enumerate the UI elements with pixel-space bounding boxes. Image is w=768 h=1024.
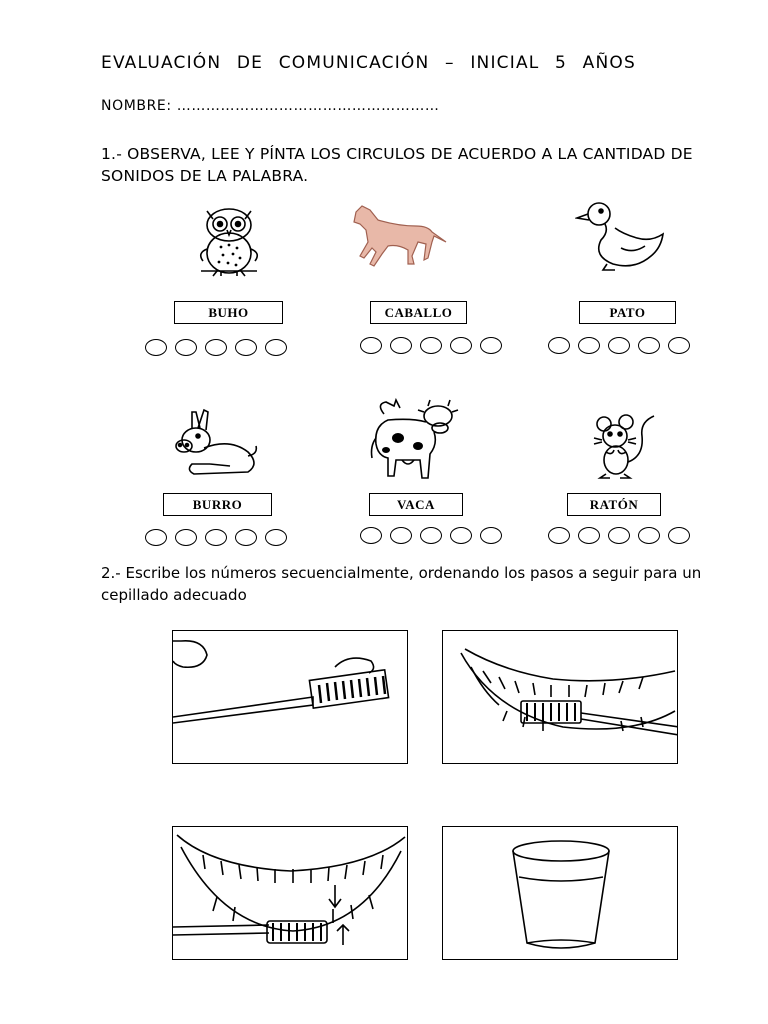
sound-circle[interactable] (390, 527, 412, 544)
sound-circle[interactable] (420, 527, 442, 544)
sound-circle[interactable] (480, 337, 502, 354)
sound-circle[interactable] (578, 527, 600, 544)
sound-circle[interactable] (548, 337, 570, 354)
sound-circle[interactable] (638, 527, 660, 544)
step-panel-toothpaste (172, 630, 408, 764)
sound-circles-pato (548, 337, 690, 354)
sound-circle[interactable] (205, 529, 227, 546)
sound-circles-raton (548, 527, 690, 544)
sound-circle[interactable] (235, 529, 257, 546)
donkey-drawing (170, 408, 260, 480)
question-1-instructions: 1.- OBSERVA, LEE Y PÍNTA LOS CIRCULOS DE ACUERDO A LA CANTIDAD DE SONIDOS DE LA PALABRA. (101, 145, 693, 185)
step-panel-water-glass (442, 826, 678, 960)
word-box-raton: RATÓN (567, 493, 661, 516)
toothbrush-paste-drawing (173, 631, 408, 764)
word-box-vaca: VACA (369, 493, 463, 516)
cow-drawing (368, 398, 462, 482)
horse-drawing (348, 202, 448, 272)
page-title: EVALUACIÓN DE COMUNICACIÓN – INICIAL 5 AÑOS (101, 53, 636, 73)
sound-circle[interactable] (360, 527, 382, 544)
word-box-pato: PATO (579, 301, 676, 324)
word-box-burro: BURRO (163, 493, 272, 516)
sound-circle[interactable] (420, 337, 442, 354)
question-2-instructions: 2.- Escribe los números secuencialmente, ordenando los pasos a seguir para un cepillado adecuado (101, 564, 702, 604)
sound-circle[interactable] (265, 339, 287, 356)
sound-circle[interactable] (668, 337, 690, 354)
sound-circle[interactable] (360, 337, 382, 354)
sound-circle[interactable] (450, 337, 472, 354)
brushing-teeth-drawing (443, 631, 678, 764)
owl-drawing (193, 203, 265, 279)
sound-circle[interactable] (608, 527, 630, 544)
sound-circle[interactable] (205, 339, 227, 356)
word-box-buho: BUHO (174, 301, 283, 324)
brushing-lower-teeth-drawing (173, 827, 408, 960)
sound-circle[interactable] (175, 529, 197, 546)
step-panel-brush-upper (442, 630, 678, 764)
sound-circles-burro (145, 529, 287, 546)
sound-circle[interactable] (450, 527, 472, 544)
sound-circle[interactable] (235, 339, 257, 356)
sound-circle[interactable] (390, 337, 412, 354)
sound-circle[interactable] (145, 339, 167, 356)
sound-circle[interactable] (638, 337, 660, 354)
step-panel-brush-lower (172, 826, 408, 960)
sound-circle[interactable] (265, 529, 287, 546)
mouse-drawing (592, 412, 662, 482)
duck-drawing (575, 198, 667, 272)
sound-circle[interactable] (608, 337, 630, 354)
sound-circles-caballo (360, 337, 502, 354)
name-field-label[interactable]: NOMBRE: ……………………………………………… (101, 98, 440, 114)
sound-circles-vaca (360, 527, 502, 544)
sound-circle[interactable] (175, 339, 197, 356)
sound-circle[interactable] (145, 529, 167, 546)
sound-circle[interactable] (578, 337, 600, 354)
sound-circles-buho (145, 339, 287, 356)
sound-circle[interactable] (480, 527, 502, 544)
word-box-caballo: CABALLO (370, 301, 467, 324)
sound-circle[interactable] (668, 527, 690, 544)
water-glass-drawing (443, 827, 678, 960)
sound-circle[interactable] (548, 527, 570, 544)
